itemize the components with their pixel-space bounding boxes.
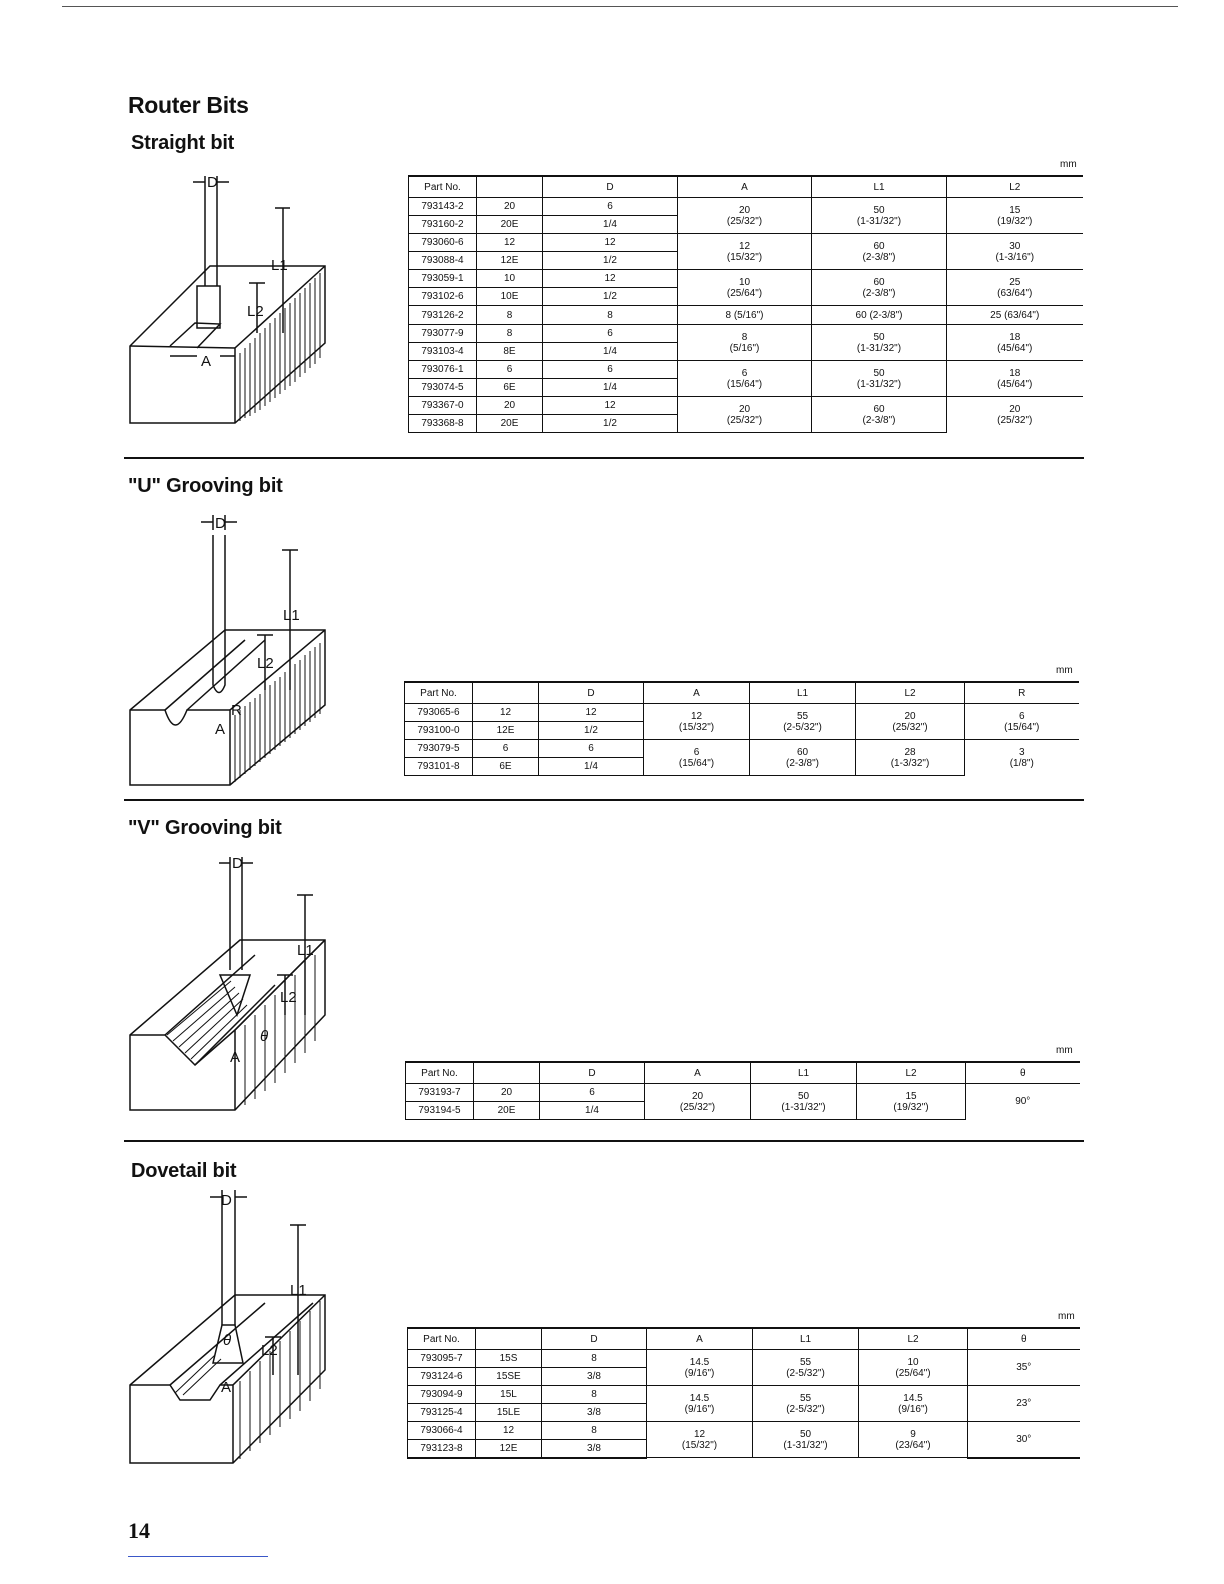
value-l1: 50 (1-31/32"): [751, 1084, 857, 1120]
size-code: 12E: [477, 252, 543, 270]
dimension-label-d: D: [232, 855, 243, 872]
dimension-label-d: D: [207, 174, 218, 191]
size-code: 8: [477, 325, 543, 343]
dimension-label-l2: L2: [247, 303, 264, 320]
part-number: 793143-2: [409, 198, 477, 216]
shank-d: 12: [543, 270, 678, 288]
header-a: A: [645, 1062, 751, 1084]
part-number: 793077-9: [409, 325, 477, 343]
table-row: [405, 704, 1079, 722]
straight-spec-table: [408, 175, 1083, 433]
header-l1: L1: [750, 682, 856, 704]
dimension-label-d: D: [221, 1192, 232, 1209]
header-part-no: Part No.: [409, 176, 477, 198]
value-a: 12 (15/32"): [678, 234, 812, 270]
value-a: 6 (15/64"): [678, 361, 812, 397]
part-number: 793076-1: [409, 361, 477, 379]
table-row: [408, 1422, 1080, 1440]
header-l2: L2: [856, 682, 965, 704]
header-l2: L2: [859, 1328, 968, 1350]
value-a: 12 (15/32"): [644, 704, 750, 740]
header-l2: L2: [947, 176, 1083, 198]
value-l2: 9 (23/64"): [859, 1422, 968, 1458]
value-l2: 25 (63/64"): [947, 306, 1083, 325]
shank-d: 6: [543, 361, 678, 379]
section-divider: [124, 457, 1084, 459]
dimension-label-l2: L2: [257, 655, 274, 672]
header-theta: θ: [966, 1062, 1080, 1084]
value-l1: 60 (2-3/8"): [812, 397, 947, 433]
size-code: 10E: [477, 288, 543, 306]
header-part-no: Part No.: [406, 1062, 474, 1084]
size-code: 20: [477, 198, 543, 216]
header-theta: θ: [968, 1328, 1080, 1350]
shank-d: 1/4: [539, 758, 644, 776]
u-groove-spec-table: [404, 681, 1079, 776]
section-divider: [124, 799, 1084, 801]
size-code: 8E: [477, 343, 543, 361]
v-grooving-bit-title: "V" Grooving bit: [128, 817, 282, 839]
table-row: [409, 397, 1083, 415]
straight-unit: mm: [1060, 159, 1077, 170]
value-a: 10 (25/64"): [678, 270, 812, 306]
header-d: D: [540, 1062, 645, 1084]
value-a: 8 (5/16"): [678, 306, 812, 325]
value-a: 14.5 (9/16"): [647, 1350, 753, 1386]
dimension-label-a: A: [221, 1379, 232, 1396]
table-row: [409, 306, 1083, 325]
value-l2: 18 (45/64"): [947, 361, 1083, 397]
size-code: 20: [477, 397, 543, 415]
header-code: [476, 1328, 542, 1350]
part-number: 793193-7: [406, 1084, 474, 1102]
part-number: 793095-7: [408, 1350, 476, 1368]
size-code: 12: [476, 1422, 542, 1440]
u-groove-unit: mm: [1056, 665, 1073, 676]
part-number: 793094-9: [408, 1386, 476, 1404]
value-theta: 90°: [1015, 1096, 1031, 1108]
straight-bit-title: Straight bit: [131, 132, 235, 154]
straight-bit-diagram: [125, 168, 330, 430]
table-row: [405, 740, 1079, 758]
header-d: D: [539, 682, 644, 704]
part-number: 793125-4: [408, 1404, 476, 1422]
part-number: 793103-4: [409, 343, 477, 361]
part-number: 793101-8: [405, 758, 473, 776]
value-l1: 60 (2-3/8"): [812, 234, 947, 270]
table-row: [406, 1084, 1080, 1102]
value-l2: 28 (1-3/32"): [856, 740, 965, 776]
shank-d: 1/2: [543, 252, 678, 270]
header-code: [473, 682, 539, 704]
value-theta: 30°: [968, 1422, 1080, 1458]
size-code: 12E: [473, 722, 539, 740]
value-r: 6 (15/64"): [965, 704, 1079, 740]
shank-d: 6: [543, 198, 678, 216]
size-code: 15L: [476, 1386, 542, 1404]
shank-d: 8: [543, 306, 678, 325]
table-row: [408, 1386, 1080, 1404]
value-l2: 15 (19/32"): [947, 198, 1083, 234]
page-number: 14: [128, 1518, 150, 1543]
size-code: 6E: [473, 758, 539, 776]
size-code: 15S: [476, 1350, 542, 1368]
dimension-label-a: A: [215, 721, 226, 738]
shank-d: 8: [542, 1350, 647, 1368]
value-a: 6 (15/64"): [644, 740, 750, 776]
header-l1: L1: [751, 1062, 857, 1084]
shank-d: 1/2: [543, 288, 678, 306]
header-code: [474, 1062, 540, 1084]
value-a: 12 (15/32"): [647, 1422, 753, 1458]
header-part-no: Part No.: [408, 1328, 476, 1350]
part-number: 793102-6: [409, 288, 477, 306]
table-row: [409, 325, 1083, 343]
section-divider: [124, 1140, 1084, 1142]
value-a: 20 (25/32"): [678, 397, 812, 433]
part-number: 793074-5: [409, 379, 477, 397]
value-l1: 50 (1-31/32"): [812, 198, 947, 234]
value-l1: 55 (2-5/32"): [753, 1350, 859, 1386]
part-number: 793065-6: [405, 704, 473, 722]
dimension-label-d: D: [215, 515, 226, 532]
dovetail-bit-title: Dovetail bit: [131, 1160, 237, 1182]
value-l2: 30 (1-3/16"): [947, 234, 1083, 270]
dovetail-unit: mm: [1058, 1311, 1075, 1322]
size-code: 20E: [474, 1102, 540, 1120]
size-code: 20E: [477, 216, 543, 234]
value-a: 20 (25/32"): [645, 1084, 751, 1120]
size-code: 20: [474, 1084, 540, 1102]
value-theta: 23°: [968, 1386, 1080, 1422]
dimension-label-l1: L1: [290, 1282, 307, 1299]
shank-d: 6: [543, 325, 678, 343]
size-code: 12: [473, 704, 539, 722]
shank-d: 3/8: [542, 1404, 647, 1422]
value-l1: 60 (2-3/8"): [812, 306, 947, 325]
part-number: 793060-6: [409, 234, 477, 252]
v-groove-unit: mm: [1056, 1045, 1073, 1056]
dovetail-spec-table: [407, 1327, 1080, 1459]
part-number: 793126-2: [409, 306, 477, 325]
part-number: 793194-5: [406, 1102, 474, 1120]
value-l1: 60 (2-3/8"): [812, 270, 947, 306]
page-title: Router Bits: [128, 92, 249, 118]
value-l1: 50 (1-31/32"): [753, 1422, 859, 1458]
size-code: 15LE: [476, 1404, 542, 1422]
part-number: 793059-1: [409, 270, 477, 288]
size-code: 6E: [477, 379, 543, 397]
header-a: A: [678, 176, 812, 198]
value-l2: 25 (63/64"): [947, 270, 1083, 306]
dimension-label-theta: θ: [260, 1028, 269, 1045]
value-l1: 60 (2-3/8"): [750, 740, 856, 776]
header-l1: L1: [753, 1328, 859, 1350]
value-r: 3 (1/8"): [1009, 746, 1034, 769]
dimension-label-l1: L1: [283, 607, 300, 624]
size-code: 6: [477, 361, 543, 379]
size-code: 6: [473, 740, 539, 758]
size-code: 15SE: [476, 1368, 542, 1386]
header-l2: L2: [857, 1062, 966, 1084]
part-number: 793123-8: [408, 1440, 476, 1458]
table-row: [409, 234, 1083, 252]
part-number: 793079-5: [405, 740, 473, 758]
table-row: [409, 198, 1083, 216]
part-number: 793066-4: [408, 1422, 476, 1440]
table-row: [409, 361, 1083, 379]
part-number: 793100-0: [405, 722, 473, 740]
dimension-label-theta: θ: [223, 1332, 232, 1349]
header-l1: L1: [812, 176, 947, 198]
table-row: [409, 270, 1083, 288]
dimension-label-l2: L2: [261, 1342, 278, 1359]
shank-d: 1/4: [543, 216, 678, 234]
part-number: 793367-0: [409, 397, 477, 415]
v-grooving-bit-diagram: [125, 855, 335, 1117]
header-code: [477, 176, 543, 198]
shank-d: 8: [542, 1386, 647, 1404]
value-l1: 55 (2-5/32"): [750, 704, 856, 740]
dimension-label-a: A: [201, 353, 212, 370]
size-code: 12: [477, 234, 543, 252]
header-d: D: [542, 1328, 647, 1350]
header-a: A: [647, 1328, 753, 1350]
table-row: [408, 1350, 1080, 1368]
footer-rule: [128, 1556, 268, 1557]
shank-d: 3/8: [542, 1440, 647, 1458]
size-code: 12E: [476, 1440, 542, 1458]
dimension-label-l1: L1: [297, 942, 314, 959]
value-a: 8 (5/16"): [678, 325, 812, 361]
shank-d: 3/8: [542, 1368, 647, 1386]
header-part-no: Part No.: [405, 682, 473, 704]
value-l1: 50 (1-31/32"): [812, 325, 947, 361]
shank-d: 1/4: [543, 343, 678, 361]
u-grooving-bit-diagram: [125, 510, 330, 790]
header-r: R: [965, 682, 1079, 704]
value-theta: 35°: [968, 1350, 1080, 1386]
size-code: 8: [477, 306, 543, 325]
shank-d: 1/2: [543, 415, 678, 433]
value-l2: 18 (45/64"): [947, 325, 1083, 361]
shank-d: 1/2: [539, 722, 644, 740]
size-code: 20E: [477, 415, 543, 433]
shank-d: 12: [543, 397, 678, 415]
size-code: 10: [477, 270, 543, 288]
shank-d: 6: [539, 740, 644, 758]
shank-d: 6: [540, 1084, 645, 1102]
value-l2: 10 (25/64"): [859, 1350, 968, 1386]
dimension-label-l2: L2: [280, 989, 297, 1006]
part-number: 793368-8: [409, 415, 477, 433]
table-header-row: [409, 176, 1083, 198]
dimension-label-a: A: [230, 1049, 241, 1066]
dimension-label-r: R: [231, 702, 242, 719]
shank-d: 12: [543, 234, 678, 252]
shank-d: 12: [539, 704, 644, 722]
u-grooving-bit-title: "U" Grooving bit: [128, 475, 283, 497]
value-a: 14.5 (9/16"): [647, 1386, 753, 1422]
value-l2: 15 (19/32"): [857, 1084, 966, 1120]
dimension-label-l1: L1: [271, 257, 288, 274]
part-number: 793124-6: [408, 1368, 476, 1386]
part-number: 793088-4: [409, 252, 477, 270]
header-d: D: [543, 176, 678, 198]
value-l1: 55 (2-5/32"): [753, 1386, 859, 1422]
shank-d: 8: [542, 1422, 647, 1440]
shank-d: 1/4: [543, 379, 678, 397]
part-number: 793160-2: [409, 216, 477, 234]
value-l1: 50 (1-31/32"): [812, 361, 947, 397]
top-rule: [62, 6, 1178, 7]
v-groove-spec-table: [405, 1061, 1080, 1120]
dovetail-bit-diagram: [125, 1185, 330, 1470]
header-a: A: [644, 682, 750, 704]
value-l2: 20 (25/32"): [856, 704, 965, 740]
shank-d: 1/4: [540, 1102, 645, 1120]
value-l2: 20 (25/32"): [997, 403, 1033, 426]
value-l2: 14.5 (9/16"): [859, 1386, 968, 1422]
value-a: 20 (25/32"): [678, 198, 812, 234]
